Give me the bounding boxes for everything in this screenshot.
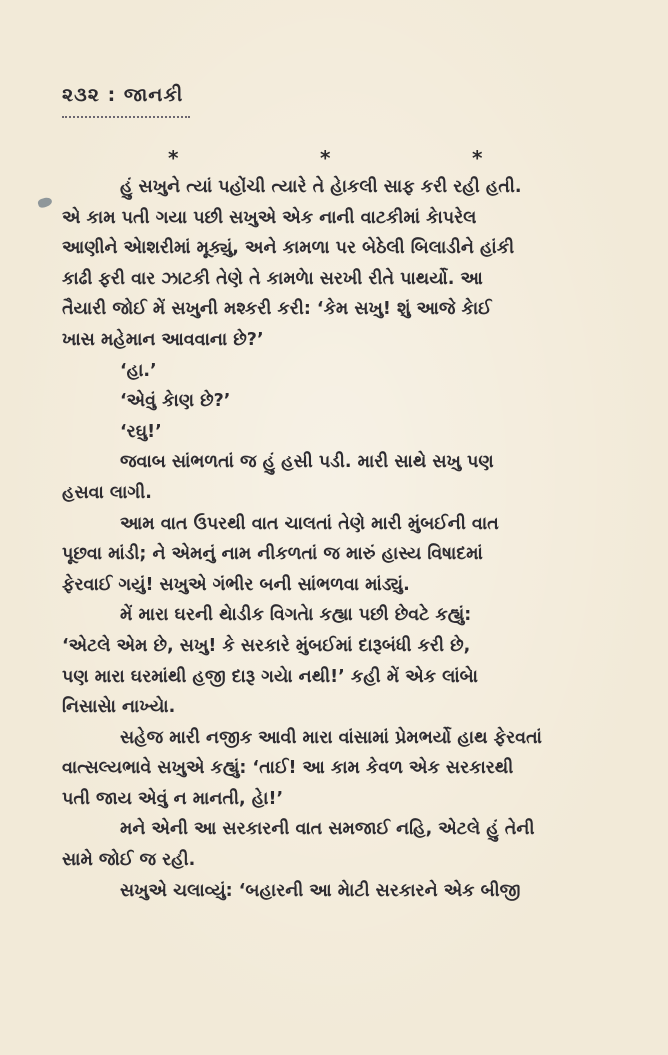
text-line: પૂછવા માંડી; ને એમનું નામ નીકળતાં જ મારું હાસ્ય વિષાદમાં: [62, 544, 483, 565]
text-line: નિસાસેા નાખ્યેા.: [62, 697, 176, 718]
text-line: હું સખુને ત્યાં પહોંચી ત્યારે તે હેાકલી સાફ કરી રહી હતી.: [120, 177, 522, 197]
text-line: મને એની આ સરકારની વાત સમજાઈ નહિ, એટલે હું તેની: [120, 819, 535, 840]
text-line: સામે જોઈ જ રહી.: [62, 850, 196, 871]
body-text: [62, 172, 624, 906]
header-underline: [62, 116, 190, 118]
text-line: એ કામ પતી ગયા પછી સખુએ એક નાની વાટકીમાં કેાપરેલ: [62, 207, 477, 228]
section-separator: [168, 146, 498, 170]
text-line: જવાબ સાંભળતાં જ હું હસી પડી. મારી સાથે સખુ પણ: [120, 452, 494, 473]
text-line: સખુએ ચલાવ્યું: ‘બહારની આ મેાટી સરકારને એક બીજી: [120, 880, 521, 901]
text-line: ‘એવું કેાણ છે?’: [120, 391, 231, 412]
text-line: આણીને એાશરીમાં મૂક્યું, અને કામળા પર બેઠેલી બિલાડીને હાંકી: [62, 238, 515, 259]
separator-asterisk: *: [168, 146, 179, 170]
text-line: મેં મારા ઘરની થેાડીક વિગતેા કહ્યા પછી છેવટે કહ્યું:: [120, 605, 472, 626]
separator-asterisk: *: [320, 146, 331, 170]
text-line: આમ વાત ઉપરથી વાત ચાલતાં તેણે મારી મુંબઈની વાત: [120, 513, 499, 534]
text-line: પતી જાય એવું ન માનતી, હેા!’: [62, 788, 284, 809]
separator-asterisk: *: [472, 146, 483, 170]
text-line: ફેરવાઈ ગયું! સખુએ ગંભીર બની સાંભળવા માંડ્યું.: [62, 574, 410, 595]
text-line: સહેજ મારી નજીક આવી મારા વાંસામાં પ્રેમભર્યો હાથ ફેરવતાં: [120, 727, 542, 748]
text-line: ખાસ મહેમાન આવવાના છે?’: [62, 329, 264, 350]
margin-ink-mark: [37, 196, 53, 209]
page-number: ૨૩૨: [62, 84, 100, 106]
text-line: વાત્સલ્યભાવે સખુએ કહ્યું: ‘તાઈ! આ કામ કેવળ એક સરકારથી: [62, 758, 514, 779]
text-line: ‘રઘુ!’: [120, 421, 162, 442]
text-line: તૈયારી જોઈ મેં સખુની મશ્કરી કરી: ‘કેમ સખુ! શું આજે કેાઈ: [62, 299, 492, 320]
header-separator: :: [107, 84, 117, 106]
text-line: ‘એટલે એમ છે, સખુ! કે સરકારે મુંબઈમાં દારૂબંધી કરી છે,: [62, 635, 471, 656]
book-title: જાનકી: [123, 84, 184, 106]
text-line: હસવા લાગી.: [62, 482, 152, 503]
text-line: કાઢી ફરી વાર ઝાટકી તેણે તે કામળેા સરખી રીતે પાથર્યો. આ: [62, 268, 483, 289]
text-line: પણ મારા ઘરમાંથી હજી દારૂ ગયેા નથી!’ કહી મેં એક લાંબેા: [62, 666, 478, 687]
page-header: [62, 84, 183, 106]
text-line: ‘હા.’: [120, 360, 157, 381]
